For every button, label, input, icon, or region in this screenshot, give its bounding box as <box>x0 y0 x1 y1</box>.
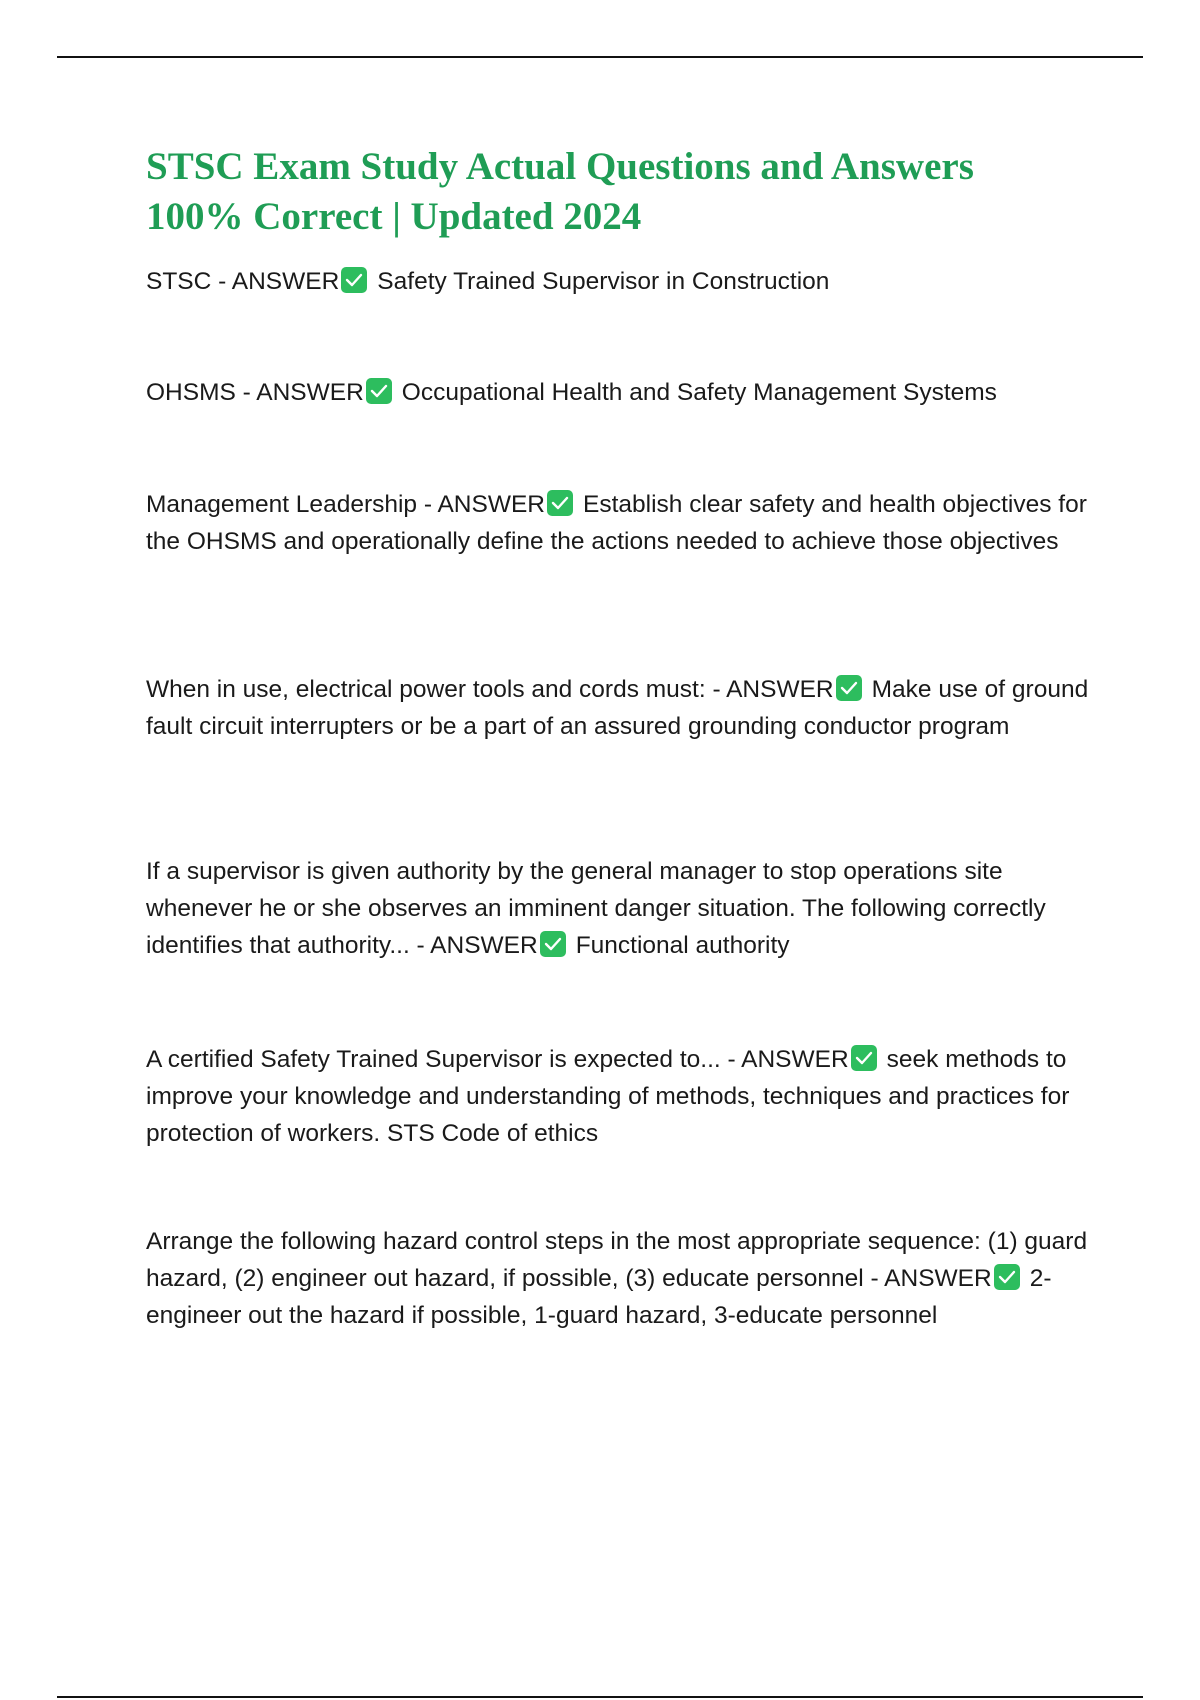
qa-item <box>146 374 1096 411</box>
header-rule <box>57 56 1143 58</box>
qa-item <box>146 1223 1096 1334</box>
check-mark-icon <box>366 378 392 404</box>
answer-text: Safety Trained Supervisor in Construction <box>377 268 830 295</box>
question-text: A certified Safety Trained Supervisor is expected to... - ANSWER <box>146 1046 849 1073</box>
question-text: Arrange the following hazard control steps in the most appropriate sequence: (1) guard hazard, (2) engineer out hazard, if possible, (3) educate personnel - ANSWER <box>146 1228 1088 1292</box>
title-line-1: STSC Exam Study Actual Questions and Answers <box>146 145 974 188</box>
document-title <box>146 142 1106 242</box>
check-mark-icon <box>547 490 573 516</box>
qa-item <box>146 486 1096 560</box>
question-text: When in use, electrical power tools and cords must: - ANSWER <box>146 676 834 703</box>
title-line-2: 100% Correct | Updated 2024 <box>146 195 642 238</box>
qa-item <box>146 263 1096 300</box>
check-mark-icon <box>851 1045 877 1071</box>
check-mark-icon <box>836 675 862 701</box>
check-mark-icon <box>341 267 367 293</box>
answer-text: Make use of ground fault circuit interrupters or be a part of an assured grounding conductor program <box>146 676 1089 740</box>
question-text: If a supervisor is given authority by the general manager to stop operations site whenever he or she observes an imminent danger situation. The following correctly identifies that authority... - ANSWER <box>146 858 1046 959</box>
answer-text: seek methods to improve your knowledge and understanding of methods, techniques and practices for protection of workers. STS Code of ethics <box>146 1046 1070 1147</box>
answer-text: Establish clear safety and health objectives for the OHSMS and operationally define the actions needed to achieve those objectives <box>146 491 1087 555</box>
qa-item <box>146 1041 1096 1152</box>
check-mark-icon <box>994 1264 1020 1290</box>
qa-item <box>146 671 1096 745</box>
qa-item <box>146 853 1096 964</box>
check-mark-icon <box>540 931 566 957</box>
footer-rule <box>57 1696 1143 1698</box>
answer-text: 2-engineer out the hazard if possible, 1-guard hazard, 3-educate personnel <box>146 1265 1052 1329</box>
answer-text: Functional authority <box>575 932 790 959</box>
question-text: Management Leadership - ANSWER <box>146 491 545 518</box>
question-text: OHSMS - ANSWER <box>146 379 364 406</box>
answer-text: Occupational Health and Safety Management Systems <box>401 379 997 406</box>
question-text: STSC - ANSWER <box>146 268 340 295</box>
